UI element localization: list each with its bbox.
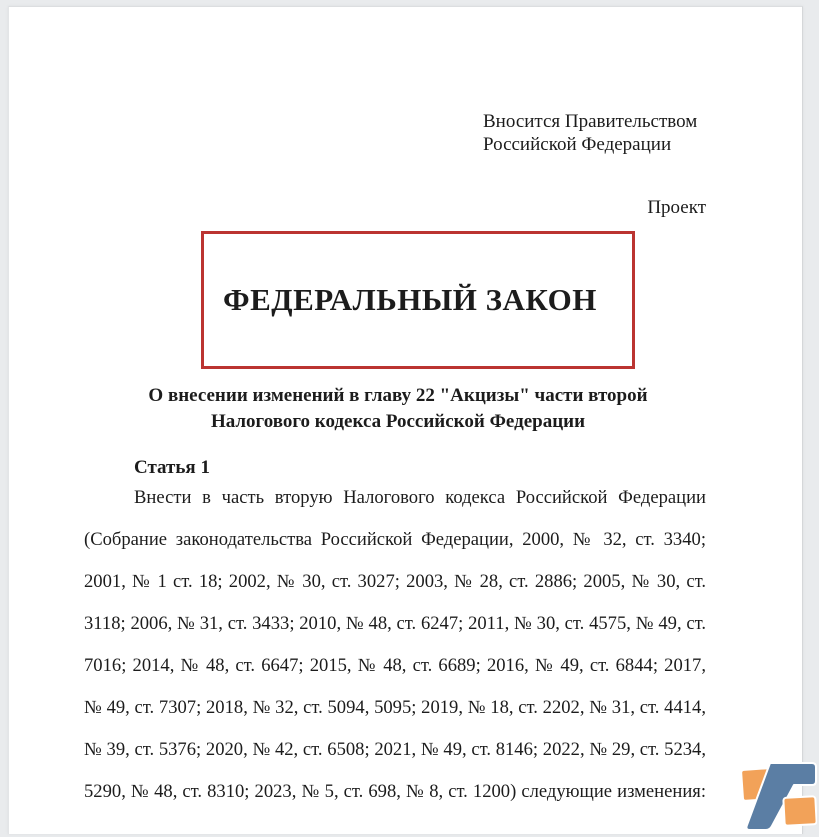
body-line: № 49, ст. 7307; 2018, № 32, ст. 5094, 5095; 2019, № 18, ст. 2202, № 31, ст. 4414,: [84, 697, 706, 718]
body-line: (Собрание законодательства Российской Федерации, 2000, № 32, ст. 3340;: [84, 529, 706, 550]
document-page: [8, 6, 803, 834]
document-title-line2: Налогового кодекса Российской Федерации: [210, 411, 586, 432]
document-title: [84, 383, 712, 435]
body-line: Внести в часть вторую Налогового кодекса Российской Федерации: [134, 487, 706, 508]
body-line: 2001, № 1 ст. 18; 2002, № 30, ст. 3027; 2003, № 28, ст. 2886; 2005, № 30, ст.: [84, 571, 706, 592]
body-line: 3118; 2006, № 31, ст. 3433; 2010, № 48, ст. 6247; 2011, № 30, ст. 4575, № 49, ст.: [84, 613, 706, 634]
submitted-by-block: [483, 110, 697, 156]
body-line: № 39, ст. 5376; 2020, № 42, ст. 6508; 2021, № 49, ст. 8146; 2022, № 29, ст. 5234,: [84, 739, 706, 760]
article-body: [84, 477, 706, 813]
watermark-logo-icon: [737, 760, 817, 832]
body-line: 7016; 2014, № 48, ст. 6647; 2015, № 48, ст. 6689; 2016, № 49, ст. 6844; 2017,: [84, 655, 706, 676]
document-title-line1: О внесении изменений в главу 22 "Акцизы" части второй: [148, 385, 648, 406]
submitted-by-line1: Вносится Правительством: [483, 111, 698, 132]
federal-law-banner-text: ФЕДЕРАЛЬНЫЙ ЗАКОН: [223, 282, 597, 317]
submitted-by-line2: Российской Федерации: [483, 134, 672, 155]
body-line: 5290, № 48, ст. 8310; 2023, № 5, ст. 698, № 8, ст. 1200) следующие изменения:: [84, 781, 706, 802]
federal-law-banner: [201, 231, 635, 369]
draft-label: Проект: [647, 197, 706, 218]
article-heading: Статья 1: [134, 457, 210, 478]
